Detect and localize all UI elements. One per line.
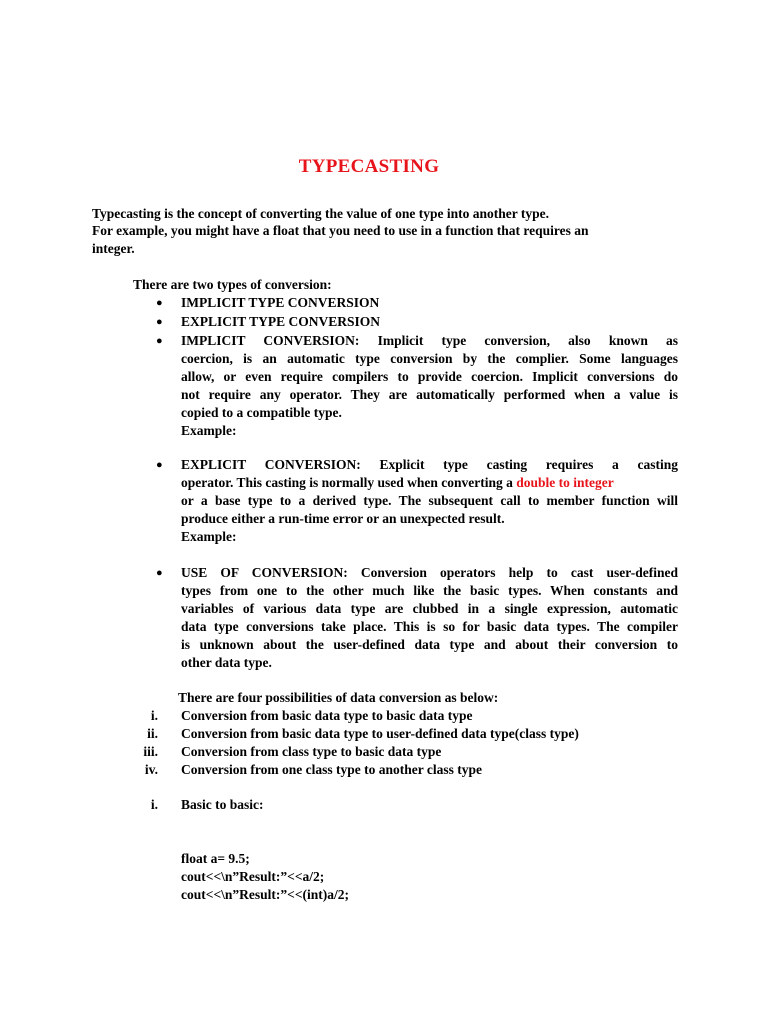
intro-line-3: integer. <box>92 241 135 256</box>
explicit-example-label: Example: <box>181 529 237 544</box>
implicit-line-5: copied to a compatible type. <box>181 405 342 420</box>
bullet-icon: ● <box>156 297 163 309</box>
implicit-example-label: Example: <box>181 423 237 438</box>
page-title: TYPECASTING <box>298 156 440 177</box>
bullet-icon: ● <box>156 316 163 328</box>
types-heading: There are two types of conversion: <box>133 277 332 292</box>
section-number: i. <box>150 797 158 812</box>
bullet-implicit-type: IMPLICIT TYPE CONVERSION <box>181 295 380 310</box>
list-item: Conversion from basic data type to user-defined data type(class type) <box>181 726 579 741</box>
explicit-line-4: produce either a run-time error or an unexpected result. <box>181 511 505 526</box>
intro-line-1: Typecasting is the concept of converting the value of one type into another type. <box>92 206 549 221</box>
intro-line-2: For example, you might have a float that you need to use in a function that requires an <box>92 223 589 238</box>
explicit-line-3: or a base type to a derived type. The subsequent call to member function will <box>181 493 678 508</box>
bullet-icon: ● <box>156 567 163 579</box>
list-item: Conversion from one class type to another class type <box>181 762 482 777</box>
possibilities-heading: There are four possibilities of data conversion as below: <box>178 690 499 705</box>
implicit-line-4: not require any operator. They are automatically performed when a value is <box>181 387 678 402</box>
explicit-line-1: EXPLICIT CONVERSION: Explicit type casting requires a casting <box>181 457 678 472</box>
explicit-highlight: double to integer <box>516 475 614 490</box>
bullet-icon: ● <box>156 335 163 347</box>
use-line-5: is unknown about the user-defined data type and about their conversion to <box>181 637 678 652</box>
bullet-explicit-type: EXPLICIT TYPE CONVERSION <box>181 314 381 329</box>
explicit-line-2 <box>181 474 614 492</box>
use-line-1: USE OF CONVERSION: Conversion operators help to cast user-defined <box>181 565 678 580</box>
use-line-4: data type conversions take place. This is so for basic data types. The compiler <box>181 619 678 634</box>
implicit-line-3: allow, or even require compilers to provide coercion. Implicit conversions do <box>181 369 678 384</box>
section-heading: Basic to basic: <box>181 797 264 812</box>
list-number: ii. <box>147 726 158 741</box>
list-number: iii. <box>143 744 158 759</box>
list-item: Conversion from class type to basic data type <box>181 744 442 759</box>
code-line-3: cout<<\n”Result:”<<(int)a/2; <box>181 887 350 902</box>
use-line-6: other data type. <box>181 655 272 670</box>
code-line-2: cout<<\n”Result:”<<a/2; <box>181 869 325 884</box>
implicit-line-2: coercion, is an automatic type conversion by the complier. Some languages <box>181 351 678 366</box>
implicit-line-1: IMPLICIT CONVERSION: Implicit type conversion, also known as <box>181 333 678 348</box>
list-number: iv. <box>144 762 158 777</box>
explicit-line-2-text: operator. This casting is normally used when converting a <box>181 475 513 490</box>
bullet-icon: ● <box>156 459 163 471</box>
use-line-2: types from one to the other much like the basic types. When constants and <box>181 583 678 598</box>
list-item: Conversion from basic data type to basic data type <box>181 708 473 723</box>
code-line-1: float a= 9.5; <box>181 851 250 866</box>
list-number: i. <box>150 708 158 723</box>
use-line-3: variables of various data type are clubbed in a single expression, automatic <box>181 601 678 616</box>
